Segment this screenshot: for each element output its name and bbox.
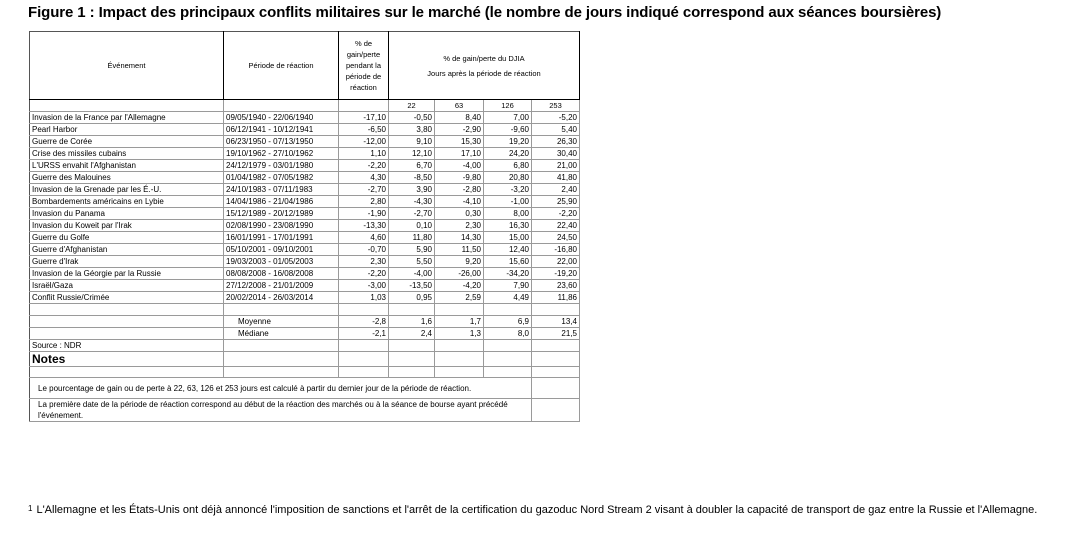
d22-cell: -13,50 [389,280,435,292]
d253-cell: -16,80 [532,244,580,256]
period-cell: 20/02/2014 - 26/03/2014 [224,292,339,304]
d22-cell: 5,90 [389,244,435,256]
d63-cell: 8,40 [435,112,484,124]
d22-cell: 3,90 [389,184,435,196]
spacer-row-cell [532,304,580,316]
pct-during-cell: -3,00 [339,280,389,292]
days-row [30,100,580,112]
d253-cell: 24,50 [532,232,580,244]
note-text: La première date de la période de réaction correspond au début de la réaction des marchés ou à la séance de bourse ayant précédé l'événement. [30,399,532,422]
footnote-text: L'Allemagne et les États-Unis ont déjà annoncé l'imposition de sanctions et l'arrêt de la certification du gazoduc Nord Stream 2 visant à doubler la capacité de transport de gaz entre la Russie et l'Allemagne. [36,504,1038,516]
table-row [30,280,580,292]
d63-cell: 9,20 [435,256,484,268]
notes-spacer-row-cell [389,367,435,378]
period-cell: 27/12/2008 - 21/01/2009 [224,280,339,292]
d253-cell: 22,00 [532,256,580,268]
source-empty-cell [532,340,580,352]
d253-cell: 25,90 [532,196,580,208]
d22-cell: 3,80 [389,124,435,136]
note-row [30,378,580,399]
pct-during-cell: 4,60 [339,232,389,244]
spacer-row-cell [435,304,484,316]
d253-cell: 23,60 [532,280,580,292]
d22-cell: -4,00 [389,268,435,280]
d22-cell: 9,10 [389,136,435,148]
stats-empty-cell [30,328,224,340]
notes-empty-cell [339,352,389,367]
pct-during-cell: 2,30 [339,256,389,268]
pct-during-cell: -13,30 [339,220,389,232]
notes-empty-cell [435,352,484,367]
d126-cell: -9,60 [484,124,532,136]
event-cell: Invasion de la Grenade par les É.-U. [30,184,224,196]
period-cell: 15/12/1989 - 20/12/1989 [224,208,339,220]
pct-during-cell: -12,00 [339,136,389,148]
source-empty-cell [224,340,339,352]
note-row [30,399,580,422]
pct-during-cell: -6,50 [339,124,389,136]
d63-cell: -9,80 [435,172,484,184]
day-63: 63 [435,100,484,112]
event-cell: Guerre d'Irak [30,256,224,268]
d126-cell: 15,60 [484,256,532,268]
event-cell: Guerre des Malouines [30,172,224,184]
day-253: 253 [532,100,580,112]
d253-cell: 30,40 [532,148,580,160]
d126-cell: -3,20 [484,184,532,196]
d63-cell: -2,80 [435,184,484,196]
header-days-after: Jours après la période de réaction [389,66,580,100]
note-empty-cell [532,399,580,422]
period-cell: 19/10/1962 - 27/10/1962 [224,148,339,160]
d63-cell: 17,10 [435,148,484,160]
event-cell: Guerre de Corée [30,136,224,148]
d63-cell: 14,30 [435,232,484,244]
pct-during-cell: -0,70 [339,244,389,256]
period-cell: 08/08/2008 - 16/08/2008 [224,268,339,280]
pct-during-cell: 1,03 [339,292,389,304]
table-row [30,220,580,232]
d22-cell: -2,70 [389,208,435,220]
d63-cell: 15,30 [435,136,484,148]
d22-cell: 11,80 [389,232,435,244]
stats-d253: 13,4 [532,316,580,328]
notes-spacer-row-cell [435,367,484,378]
spacer-row [30,304,580,316]
d253-cell: 21,00 [532,160,580,172]
d63-cell: 0,30 [435,208,484,220]
source-row [30,340,580,352]
source-label: Source : NDR [30,340,224,352]
d63-cell: 2,30 [435,220,484,232]
d253-cell: 2,40 [532,184,580,196]
table-body [30,32,580,422]
stats-during: -2,1 [339,328,389,340]
footnote-marker: 1 [28,504,33,513]
table-row [30,268,580,280]
stats-label: Moyenne [224,316,339,328]
conflicts-table [29,31,580,422]
event-cell: Guerre d'Afghanistan [30,244,224,256]
event-cell: Invasion du Panama [30,208,224,220]
event-cell: Israël/Gaza [30,280,224,292]
d253-cell: -19,20 [532,268,580,280]
spacer-row-cell [224,304,339,316]
stats-row [30,328,580,340]
d126-cell: 24,20 [484,148,532,160]
pct-during-cell: -1,90 [339,208,389,220]
table-row [30,160,580,172]
d253-cell: 41,80 [532,172,580,184]
d126-cell: -34,20 [484,268,532,280]
days-empty-3 [339,100,389,112]
d22-cell: 6,70 [389,160,435,172]
event-cell: Conflit Russie/Crimée [30,292,224,304]
header-pct-djia: % de gain/perte du DJIA [389,32,580,67]
d22-cell: -0,50 [389,112,435,124]
spacer-row-cell [339,304,389,316]
d126-cell: 7,00 [484,112,532,124]
table-row [30,196,580,208]
source-empty-cell [484,340,532,352]
period-cell: 06/23/1950 - 07/13/1950 [224,136,339,148]
stats-d22: 1,6 [389,316,435,328]
d126-cell: 7,90 [484,280,532,292]
event-cell: Invasion du Koweit par l'Irak [30,220,224,232]
notes-spacer-row [30,367,580,378]
pct-during-cell: -2,20 [339,160,389,172]
period-cell: 14/04/1986 - 21/04/1986 [224,196,339,208]
table-row [30,208,580,220]
stats-d63: 1,7 [435,316,484,328]
d126-cell: 19,20 [484,136,532,148]
event-cell: Invasion de la France par l'Allemagne [30,112,224,124]
event-cell: Invasion de la Géorgie par la Russie [30,268,224,280]
day-126: 126 [484,100,532,112]
pct-during-cell: -2,70 [339,184,389,196]
period-cell: 09/05/1940 - 22/06/1940 [224,112,339,124]
d22-cell: 12,10 [389,148,435,160]
notes-spacer-row-cell [532,367,580,378]
note-empty-cell [532,378,580,399]
days-empty-2 [224,100,339,112]
table-row [30,136,580,148]
table-row [30,232,580,244]
period-cell: 24/12/1979 - 03/01/1980 [224,160,339,172]
d126-cell: 12,40 [484,244,532,256]
notes-empty-cell [224,352,339,367]
d253-cell: 5,40 [532,124,580,136]
event-cell: L'URSS envahit l'Afghanistan [30,160,224,172]
d126-cell: 16,30 [484,220,532,232]
note-text: Le pourcentage de gain ou de perte à 22, 63, 126 et 253 jours est calculé à partir du dernier jour de la période de réaction. [30,378,532,399]
d63-cell: 11,50 [435,244,484,256]
d126-cell: 20,80 [484,172,532,184]
d22-cell: -4,30 [389,196,435,208]
table-row [30,148,580,160]
notes-spacer-row-cell [30,367,224,378]
d126-cell: 15,00 [484,232,532,244]
header-period: Période de réaction [224,32,339,100]
pct-during-cell: 2,80 [339,196,389,208]
notes-spacer-row-cell [224,367,339,378]
d63-cell: -4,20 [435,280,484,292]
notes-empty-cell [484,352,532,367]
event-cell: Pearl Harbor [30,124,224,136]
d63-cell: -26,00 [435,268,484,280]
pct-during-cell: -2,20 [339,268,389,280]
d126-cell: -1,00 [484,196,532,208]
stats-d253: 21,5 [532,328,580,340]
d253-cell: -5,20 [532,112,580,124]
d22-cell: 5,50 [389,256,435,268]
notes-spacer-row-cell [484,367,532,378]
header-pct-during: % de gain/perte pendant la période de réaction [339,32,389,100]
pct-during-cell: 4,30 [339,172,389,184]
pct-during-cell: 1,10 [339,148,389,160]
footnote [28,503,1053,518]
source-empty-cell [435,340,484,352]
stats-d126: 6,9 [484,316,532,328]
days-empty-1 [30,100,224,112]
period-cell: 05/10/2001 - 09/10/2001 [224,244,339,256]
figure-title: Figure 1 : Impact des principaux conflits militaires sur le marché (le nombre de jours indiqué correspond aux séances boursières) [28,4,942,21]
table-row [30,112,580,124]
table-row [30,292,580,304]
notes-empty-cell [532,352,580,367]
table-row [30,124,580,136]
day-22: 22 [389,100,435,112]
stats-d22: 2,4 [389,328,435,340]
d63-cell: 2,59 [435,292,484,304]
event-cell: Bombardements américains en Lybie [30,196,224,208]
event-cell: Guerre du Golfe [30,232,224,244]
notes-title-row [30,352,580,367]
table-row [30,256,580,268]
source-empty-cell [389,340,435,352]
event-cell: Crise des missiles cubains [30,148,224,160]
d22-cell: 0,95 [389,292,435,304]
stats-row [30,316,580,328]
source-empty-cell [339,340,389,352]
stats-empty-cell [30,316,224,328]
spacer-row-cell [30,304,224,316]
stats-label: Médiane [224,328,339,340]
spacer-row-cell [484,304,532,316]
d63-cell: -2,90 [435,124,484,136]
d22-cell: -8,50 [389,172,435,184]
d22-cell: 0,10 [389,220,435,232]
d63-cell: -4,00 [435,160,484,172]
period-cell: 24/10/1983 - 07/11/1983 [224,184,339,196]
period-cell: 01/04/1982 - 07/05/1982 [224,172,339,184]
d63-cell: -4,10 [435,196,484,208]
d253-cell: -2,20 [532,208,580,220]
d126-cell: 8,00 [484,208,532,220]
notes-title: Notes [30,352,224,367]
period-cell: 06/12/1941 - 10/12/1941 [224,124,339,136]
d126-cell: 4,49 [484,292,532,304]
stats-during: -2,8 [339,316,389,328]
stats-d63: 1,3 [435,328,484,340]
header-row [30,32,580,67]
stats-d126: 8,0 [484,328,532,340]
d253-cell: 11,86 [532,292,580,304]
d126-cell: 6,80 [484,160,532,172]
period-cell: 02/08/1990 - 23/08/1990 [224,220,339,232]
d253-cell: 22,40 [532,220,580,232]
period-cell: 19/03/2003 - 01/05/2003 [224,256,339,268]
table-row [30,172,580,184]
notes-empty-cell [389,352,435,367]
period-cell: 16/01/1991 - 17/01/1991 [224,232,339,244]
table-row [30,184,580,196]
pct-during-cell: -17,10 [339,112,389,124]
d253-cell: 26,30 [532,136,580,148]
spacer-row-cell [389,304,435,316]
header-event: Événement [30,32,224,100]
table-row [30,244,580,256]
notes-spacer-row-cell [339,367,389,378]
